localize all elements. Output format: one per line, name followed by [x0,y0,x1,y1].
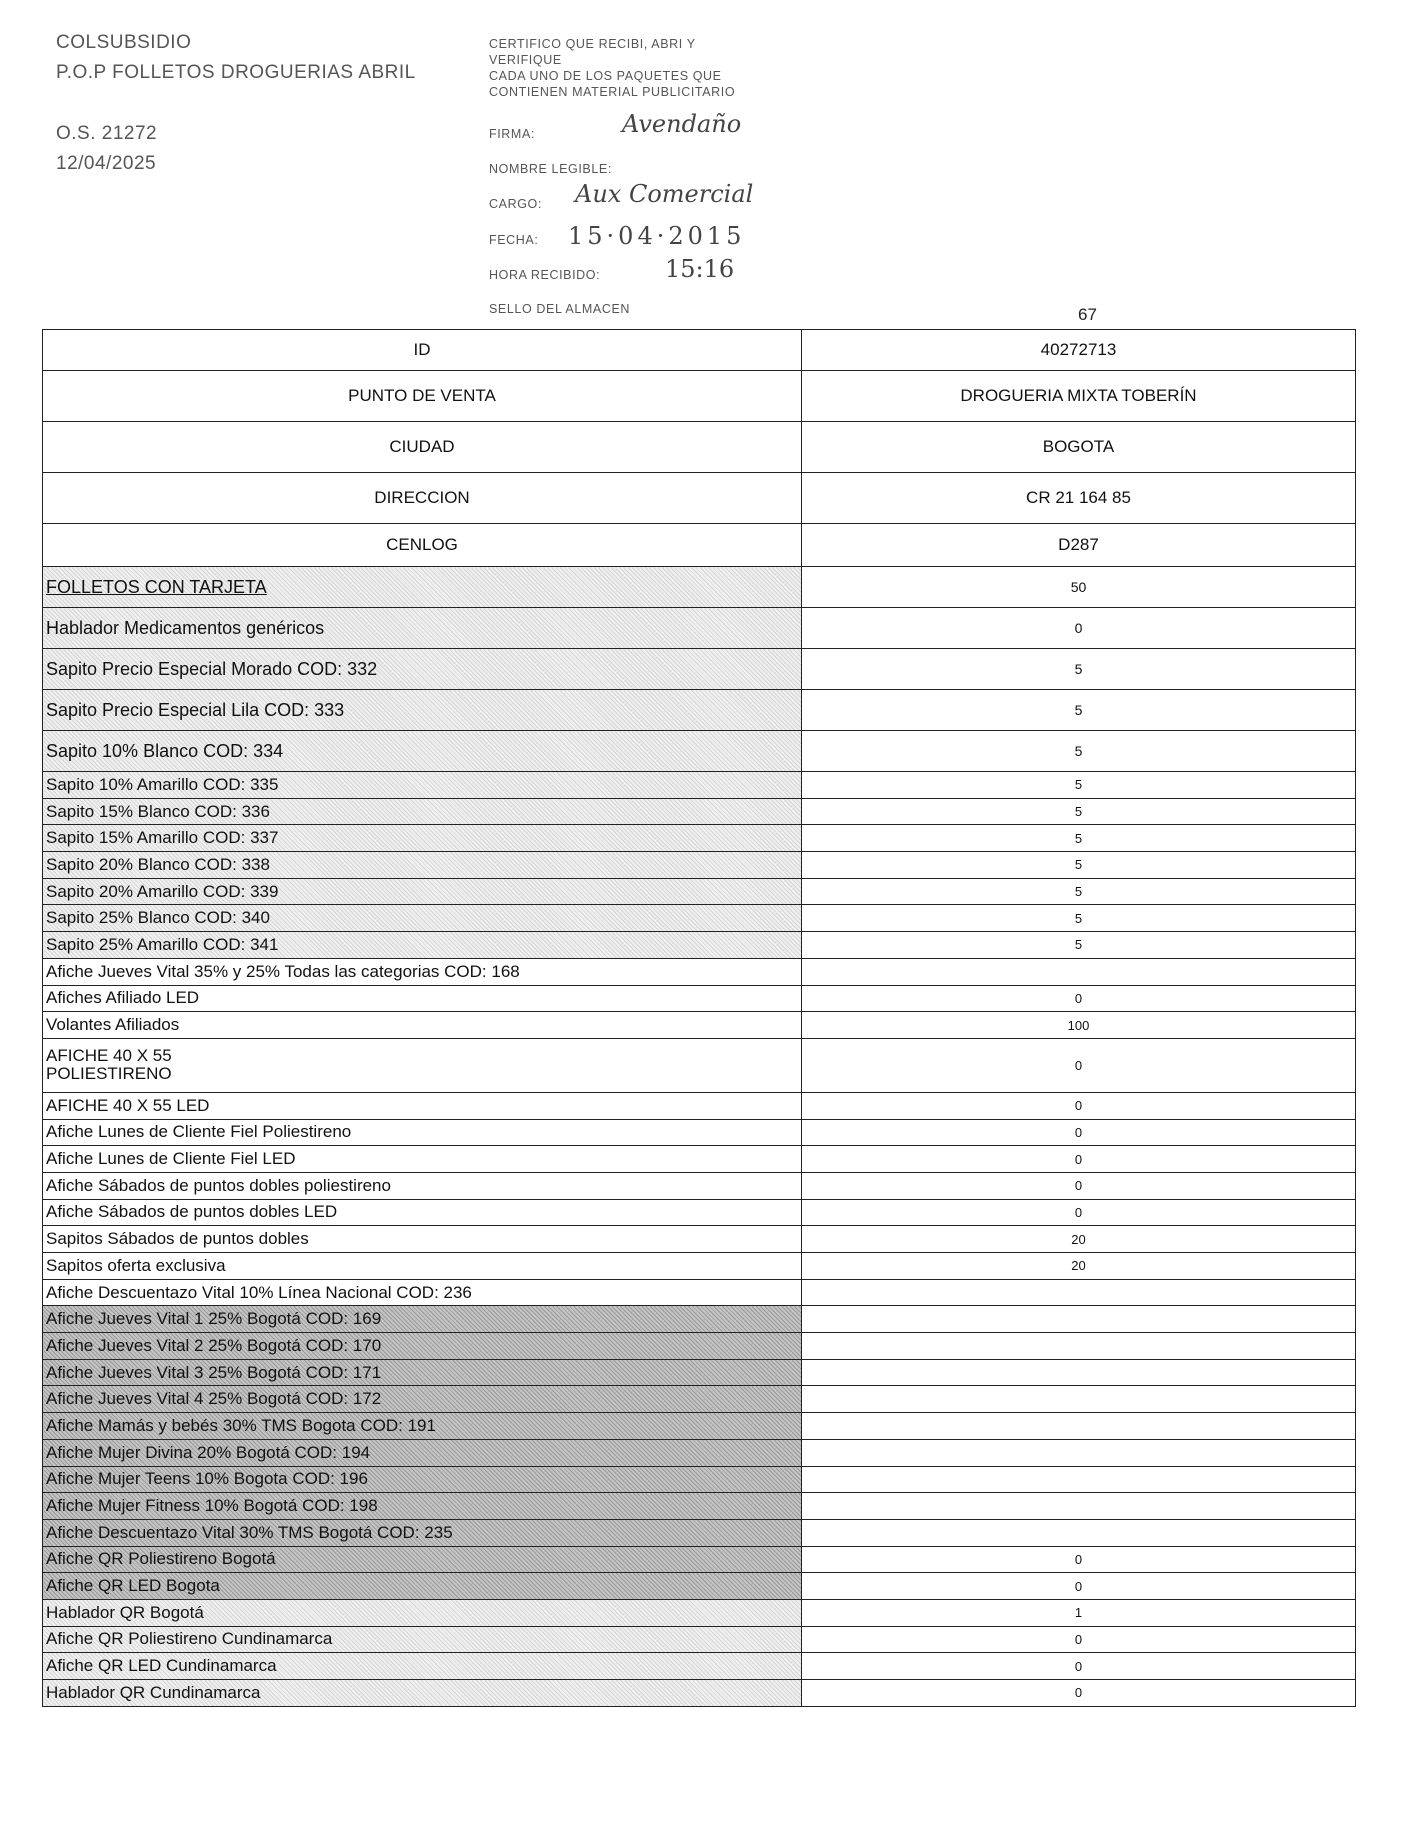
row-label: Hablador Medicamentos genéricos [43,608,802,649]
table-row [43,878,1356,905]
row-value: 0 [802,1680,1356,1707]
row-value [802,1359,1356,1386]
row-value: 5 [802,878,1356,905]
row-value [802,1466,1356,1493]
table-row [43,1680,1356,1707]
row-label: Afiche Lunes de Cliente Fiel LED [43,1146,802,1173]
row-value [802,1333,1356,1360]
table-row [43,524,1356,567]
row-value [802,958,1356,985]
table-row [43,1466,1356,1493]
row-label: CIUDAD [43,422,802,473]
table-row [43,1092,1356,1119]
table-row [43,1172,1356,1199]
row-value: 20 [802,1226,1356,1253]
table-row [43,932,1356,959]
table-row [43,985,1356,1012]
row-label: Sapito 25% Blanco COD: 340 [43,905,802,932]
row-value: BOGOTA [802,422,1356,473]
row-label: Afiche Mamás y bebés 30% TMS Bogota COD: 191 [43,1413,802,1440]
sheet-number: 67 [1078,305,1097,324]
table-row [43,1573,1356,1600]
row-label: Sapito Precio Especial Lila COD: 333 [43,690,802,731]
row-label: Afiche Descuentazo Vital 30% TMS Bogotá COD: 235 [43,1519,802,1546]
sello-label: SELLO DEL ALMACEN [489,302,631,316]
row-label: Afiche Jueves Vital 4 25% Bogotá COD: 172 [43,1386,802,1413]
row-label: Afiche Jueves Vital 1 25% Bogotá COD: 169 [43,1306,802,1333]
row-label: Sapito Precio Especial Morado COD: 332 [43,649,802,690]
certification-text [489,36,735,100]
table-row [43,1599,1356,1626]
row-value: 0 [802,1172,1356,1199]
row-value [802,1493,1356,1520]
row-label: Afiche Jueves Vital 3 25% Bogotá COD: 171 [43,1359,802,1386]
row-value: 0 [802,1092,1356,1119]
fecha-label: FECHA: [489,233,539,247]
row-value: 0 [802,1626,1356,1653]
row-label: Afiche QR LED Bogota [43,1573,802,1600]
row-value: 0 [802,985,1356,1012]
firma-label: FIRMA: [489,127,535,141]
row-label: Sapitos oferta exclusiva [43,1253,802,1280]
table-row [43,371,1356,422]
row-label: Sapito 10% Blanco COD: 334 [43,731,802,772]
campaign-title: P.O.P FOLLETOS DROGUERIAS ABRIL [56,62,416,83]
row-label: Sapito 20% Blanco COD: 338 [43,852,802,879]
row-value: 1 [802,1599,1356,1626]
table-row [43,1038,1356,1092]
row-value: 5 [802,690,1356,731]
row-label: PUNTO DE VENTA [43,371,802,422]
table-row [43,958,1356,985]
table-row [43,1119,1356,1146]
row-value: 0 [802,1199,1356,1226]
row-label: Afiche QR LED Cundinamarca [43,1653,802,1680]
row-label: AFICHE 40 X 55 POLIESTIRENO [43,1038,802,1092]
table-row [43,852,1356,879]
cert-line: CADA UNO DE LOS PAQUETES QUE [489,69,722,83]
row-label: Afiche Lunes de Cliente Fiel Poliestireno [43,1119,802,1146]
table-row [43,798,1356,825]
row-label: Sapito 20% Amarillo COD: 339 [43,878,802,905]
table-row [43,422,1356,473]
row-label: FOLLETOS CON TARJETA [43,567,802,608]
row-value [802,1413,1356,1440]
row-label: Afiche Mujer Teens 10% Bogota COD: 196 [43,1466,802,1493]
row-label: Afiche Descuentazo Vital 10% Línea Nacional COD: 236 [43,1279,802,1306]
table-row [43,1359,1356,1386]
row-value: D287 [802,524,1356,567]
cargo-label: CARGO: [489,197,542,211]
table-row [43,1306,1356,1333]
table-row [43,1146,1356,1173]
row-value [802,1386,1356,1413]
table-row [43,1386,1356,1413]
row-value: 5 [802,905,1356,932]
row-value: 100 [802,1012,1356,1039]
table-row [43,1493,1356,1520]
row-value: 5 [802,731,1356,772]
row-value [802,1279,1356,1306]
row-value: 0 [802,1119,1356,1146]
table-row [43,690,1356,731]
row-label: Afiche QR Poliestireno Bogotá [43,1546,802,1573]
table-row [43,731,1356,772]
row-label: Afiche Sábados de puntos dobles poliestireno [43,1172,802,1199]
organization-name: COLSUBSIDIO [56,32,192,53]
row-label: Hablador QR Cundinamarca [43,1680,802,1707]
row-value: 0 [802,1573,1356,1600]
row-value [802,1439,1356,1466]
nombre-label: NOMBRE LEGIBLE: [489,162,612,176]
row-label: Volantes Afiliados [43,1012,802,1039]
row-label: Hablador QR Bogotá [43,1599,802,1626]
table-row [43,772,1356,799]
table-row [43,1546,1356,1573]
table-row [43,1333,1356,1360]
table-row [43,1519,1356,1546]
row-label: Afiche Mujer Divina 20% Bogotá COD: 194 [43,1439,802,1466]
row-value: 5 [802,852,1356,879]
row-value [802,1519,1356,1546]
table-row [43,1199,1356,1226]
row-value: 5 [802,825,1356,852]
row-label: Afiche Jueves Vital 2 25% Bogotá COD: 170 [43,1333,802,1360]
row-label: Sapito 15% Blanco COD: 336 [43,798,802,825]
row-value: 5 [802,932,1356,959]
table-row [43,649,1356,690]
cert-line: CONTIENEN MATERIAL PUBLICITARIO [489,85,736,99]
row-value: 0 [802,1038,1356,1092]
fecha-value: 15·04·2015 [568,222,746,250]
table-row [43,1012,1356,1039]
row-label: Sapito 25% Amarillo COD: 341 [43,932,802,959]
row-value: 0 [802,1653,1356,1680]
row-value: 20 [802,1253,1356,1280]
row-value: 0 [802,1546,1356,1573]
hora-label: HORA RECIBIDO: [489,268,601,282]
table-row [43,330,1356,371]
row-value: CR 21 164 85 [802,473,1356,524]
row-label: Sapito 15% Amarillo COD: 337 [43,825,802,852]
row-label: AFICHE 40 X 55 LED [43,1092,802,1119]
table-row [43,1439,1356,1466]
row-label: CENLOG [43,524,802,567]
row-label: Afiche QR Poliestireno Cundinamarca [43,1626,802,1653]
cargo-value: Aux Comercial [575,180,754,208]
table-row [43,1253,1356,1280]
table-row [43,1226,1356,1253]
row-label: Sapito 10% Amarillo COD: 335 [43,772,802,799]
row-value [802,1306,1356,1333]
table-row [43,473,1356,524]
signature: Avendaño [622,110,742,138]
row-value: 0 [802,1146,1356,1173]
table-row [43,1626,1356,1653]
row-label: Afiches Afiliado LED [43,985,802,1012]
row-value: 0 [802,608,1356,649]
table-row [43,608,1356,649]
row-label: Afiche Sábados de puntos dobles LED [43,1199,802,1226]
cert-line: CERTIFICO QUE RECIBI, ABRI Y [489,37,696,51]
hora-value: 15:16 [665,255,735,283]
table-row [43,825,1356,852]
document-date: 12/04/2025 [56,153,157,174]
row-label: Afiche Mujer Fitness 10% Bogotá COD: 198 [43,1493,802,1520]
row-value: 5 [802,649,1356,690]
order-number: O.S. 21272 [56,123,158,144]
row-label: Afiche Jueves Vital 35% y 25% Todas las categorias COD: 168 [43,958,802,985]
row-value: 5 [802,798,1356,825]
cert-line: VERIFIQUE [489,53,562,67]
table-row [43,1413,1356,1440]
table-row [43,1653,1356,1680]
row-value: DROGUERIA MIXTA TOBERÍN [802,371,1356,422]
materials-table [42,329,1356,1707]
table-row [43,905,1356,932]
row-label: Sapitos Sábados de puntos dobles [43,1226,802,1253]
table-row [43,1279,1356,1306]
row-label: DIRECCION [43,473,802,524]
row-label: ID [43,330,802,371]
row-value: 5 [802,772,1356,799]
row-value: 40272713 [802,330,1356,371]
table-row [43,567,1356,608]
row-value: 50 [802,567,1356,608]
